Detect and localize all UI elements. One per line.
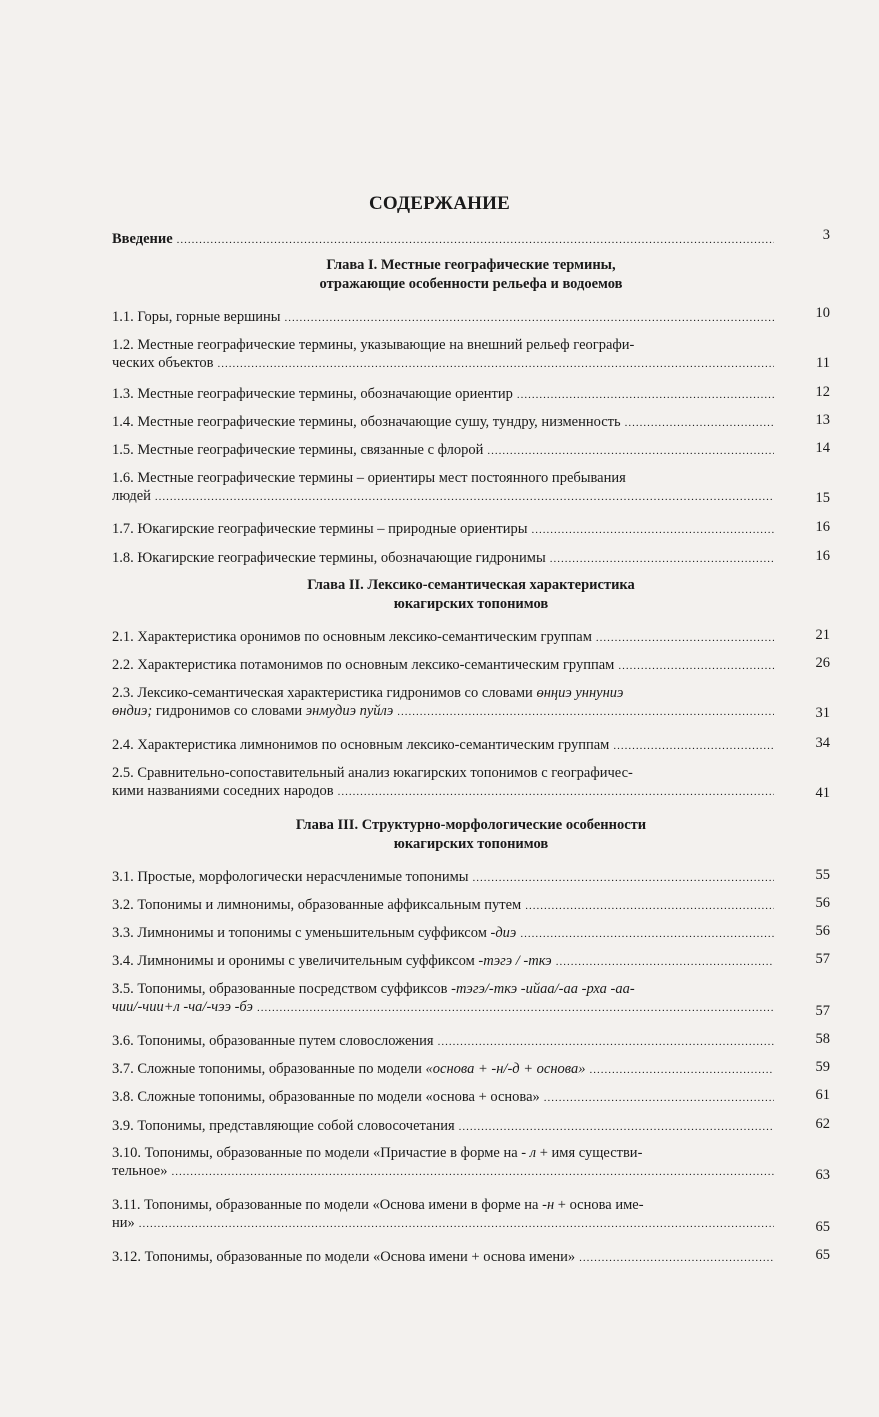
dot-leader xyxy=(177,231,774,249)
page-number: 65 xyxy=(815,1219,830,1235)
page-number: 31 xyxy=(815,705,830,721)
page-number: 65 xyxy=(815,1247,830,1263)
page-number: 26 xyxy=(815,655,830,671)
page-number: 14 xyxy=(815,440,830,456)
page-number: 21 xyxy=(815,627,830,643)
page-number: 16 xyxy=(815,548,830,564)
page-number: 12 xyxy=(815,384,830,400)
page-number: 3 xyxy=(822,227,830,243)
page-number: 55 xyxy=(815,867,830,883)
page-number: 57 xyxy=(815,951,830,967)
page-number: 16 xyxy=(815,519,830,535)
page-number: 56 xyxy=(815,923,830,939)
page-number: 10 xyxy=(815,305,830,321)
page-number: 63 xyxy=(815,1167,830,1183)
page-number: 58 xyxy=(815,1031,830,1047)
document-page: СОДЕРЖАНИЕ Введение ..... 3 Глава I. Местные географические термины, отражающие особенности рельефа и водоемов 1.1. Горы, горные вершины ..... 10 1.2. Местные географические термины, указывающие на внешний рельеф географи- ческих объектов ..... 11 1.3. Местные географические термины, обозначающие ориентир ..... 12 1.4. Местные географические термины, обозначающие сушу, тундру, низменность ..... 13 1.5. Местные географические термины, связанные с флорой ..... 14 1.6. Местные географические термины – ориентиры мест постоянного пребывания людей ..... 15 1.7. Юкагирские географические термины – природные ориентиры ..... 16 1.8. Юкагирские географические термины, обозначающие гидронимы ..... 16 Глава II. Лексико-семантическая характеристика юкагирских топонимов 2.1. Характеристика оронимов по основным лексико-семантическим группам ..... 21 2.2. Характеристика потамонимов по основным лексико-семантическим группам ..... 26 2.3. Лексико-семантическая характеристика гидронимов со словами өнңиэ уннуниэ өндиэ; гидронимов со словами энмудиэ пуйлэ ..... 31 2.4. Характеристика лимнонимов по основным лексико-семантическим группам ..... 34 2.5. Сравнительно-сопоставительный анализ юкагирских топонимов с географичес- кими названиями соседних народов ..... 41 Глава III. Структурно-морфологические особенности юкагирских топонимов 3.1. Простые, морфологически нерасчленимые топонимы ..... 55 3.2. Топонимы и лимнонимы, образованные аффиксальным путем ..... 56 3.3. Лимнонимы и топонимы с уменьшительным суффиксом -диэ ..... 56 3.4. Лимнонимы и оронимы с увеличительным суффиксом -тэгэ / -ткэ ..... 57 3.5. Топонимы, образованные посредством суффиксов -тэгэ/-ткэ -ийаа/-аа -рха -аа- чии/-чии+л -ча/-чээ -бэ ..... 57 3.6. Топонимы, образованные путем словосложения ..... 58 3.7. Сложные топонимы, образованные по модели «основа + -н/-д + основа» ..... 59 3.8. Сложные топонимы, образованные по модели «основа + основа» ..... 61 3.9. Топонимы, представляющие собой словосочетания ..... 62 3.10. Топонимы, образованные по модели «Причастие в форме на - л + имя существи- тельное» ..... 63 3.11. Топонимы, образованные по модели «Основа имени в форме на -н + основа име- ни» ..... 65 3.12. Топонимы, образованные по модели «Основа имени + основа имени» ..... 65 xyxy=(0,0,879,1417)
page-number: 13 xyxy=(815,412,830,428)
page-number: 61 xyxy=(815,1087,830,1103)
page-title: СОДЕРЖАНИЕ xyxy=(369,193,510,214)
page-number: 59 xyxy=(815,1059,830,1075)
page-number: 34 xyxy=(815,735,830,751)
chapter-heading-3: Глава III. Структурно-морфологические особенности юкагирских топонимов xyxy=(295,817,647,852)
page-number: 41 xyxy=(815,785,830,801)
page-number: 57 xyxy=(815,1003,830,1019)
page-number: 62 xyxy=(815,1116,830,1132)
chapter-heading-1: Глава I. Местные географические термины, отражающие особенности рельефа и водоемов xyxy=(319,257,623,292)
page-number: 56 xyxy=(815,895,830,911)
intro-label: Введение xyxy=(112,231,173,247)
page-number: 11 xyxy=(816,355,830,371)
page-number: 15 xyxy=(815,490,830,506)
chapter-heading-2: Глава II. Лексико-семантическая характеристика юкагирских топонимов xyxy=(307,577,635,612)
